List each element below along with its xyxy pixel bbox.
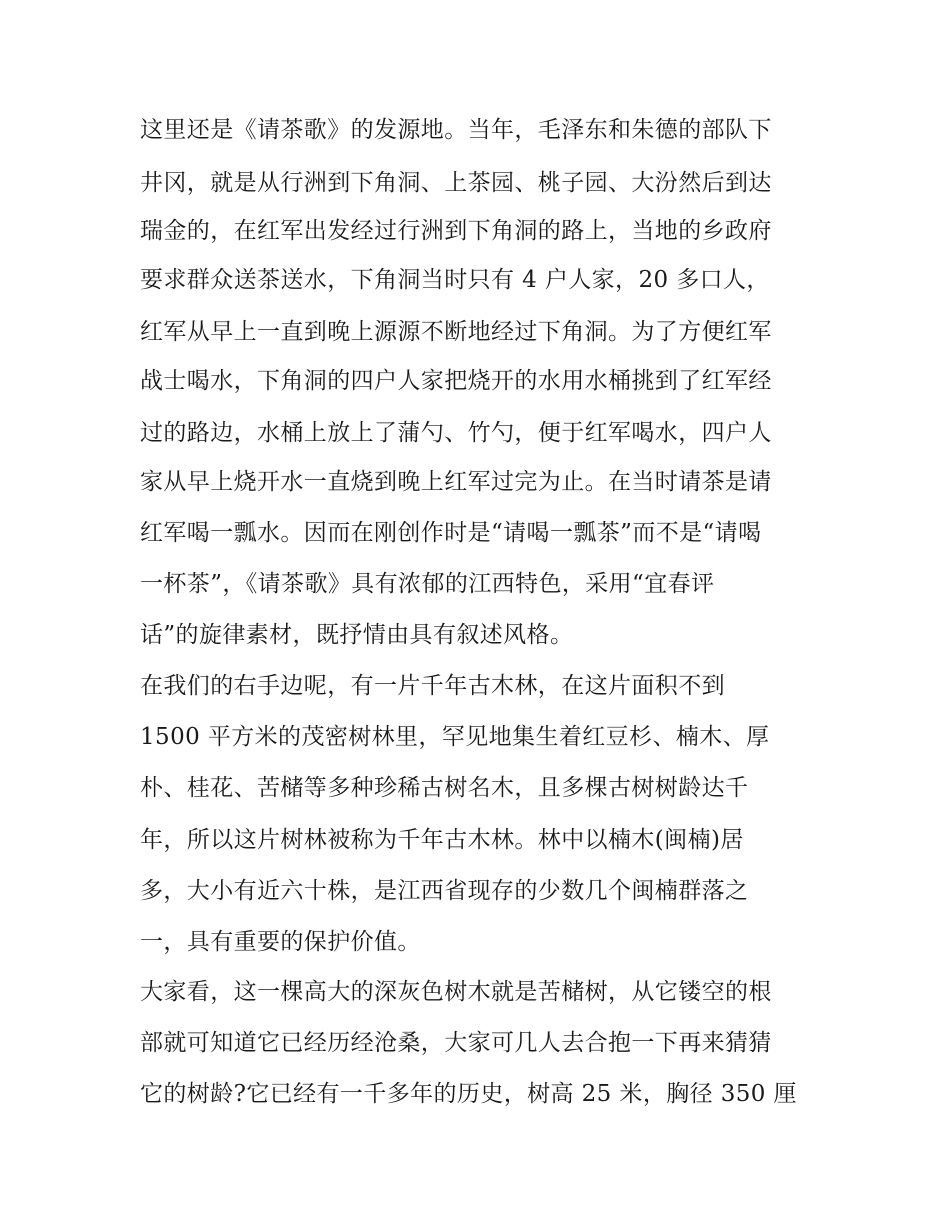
text-line: 一杯茶”，《请茶歌》具有浓郁的江西特色，采用“宜春评 [140,571,715,597]
text-line: 要求群众送茶送水，下角洞当时只有 4 户人家，20 多口人， [140,267,770,293]
text-line: 红军从早上一直到晚上源源不断地经过下角洞。为了方便红军 [140,319,772,345]
text-line: 过的路边，水桶上放上了蒲勺、竹勺，便于红军喝水，四户人 [140,420,772,446]
text-line: 在我们的右手边呢，有一片千年古木林，在这片面积不到 [140,673,725,699]
text-line: 战士喝水，下角洞的四户人家把烧开的水用水桶挑到了红军经 [140,368,772,394]
text-line: 红军喝一瓢水。因而在刚创作时是“请喝一瓢茶”而不是“请喝 [140,520,762,546]
text-line: 井冈，就是从行洲到下角洞、上茶园、桃子园、大汾然后到达 [140,170,772,196]
text-line: 这里还是《请茶歌》的发源地。当年，毛泽东和朱德的部队下 [140,117,772,143]
text-line: 多，大小有近六十株，是江西省现存的少数几个闽楠群落之 [140,878,749,904]
text-line: 朴、桂花、苦槠等多种珍稀古树名木，且多棵古树树龄达千 [140,775,749,801]
text-line: 1500 平方米的茂密树林里，罕见地集生着红豆杉、楠木、厚 [140,724,770,750]
text-line: 大家看，这一棵高大的深灰色树木就是苦槠树，从它镂空的根 [140,979,772,1005]
text-line: 瑞金的，在红军出发经过行洲到下角洞的路上，当地的乡政府 [140,218,772,244]
text-line: 它的树龄?它已经有一千多年的历史，树高 25 米，胸径 350 厘 [140,1081,797,1107]
text-line: 话”的旋律素材，既抒情由具有叙述风格。 [140,622,574,648]
text-line: 一，具有重要的保护价值。 [140,929,421,955]
text-line: 家从早上烧开水一直烧到晚上红军过完为止。在当时请茶是请 [140,469,772,495]
text-line: 部就可知道它已经历经沧桑，大家可几人去合抱一下再来猜猜 [140,1030,772,1056]
text-line: 年，所以这片树林被称为千年古木林。林中以楠木(闽楠)居 [140,827,744,853]
